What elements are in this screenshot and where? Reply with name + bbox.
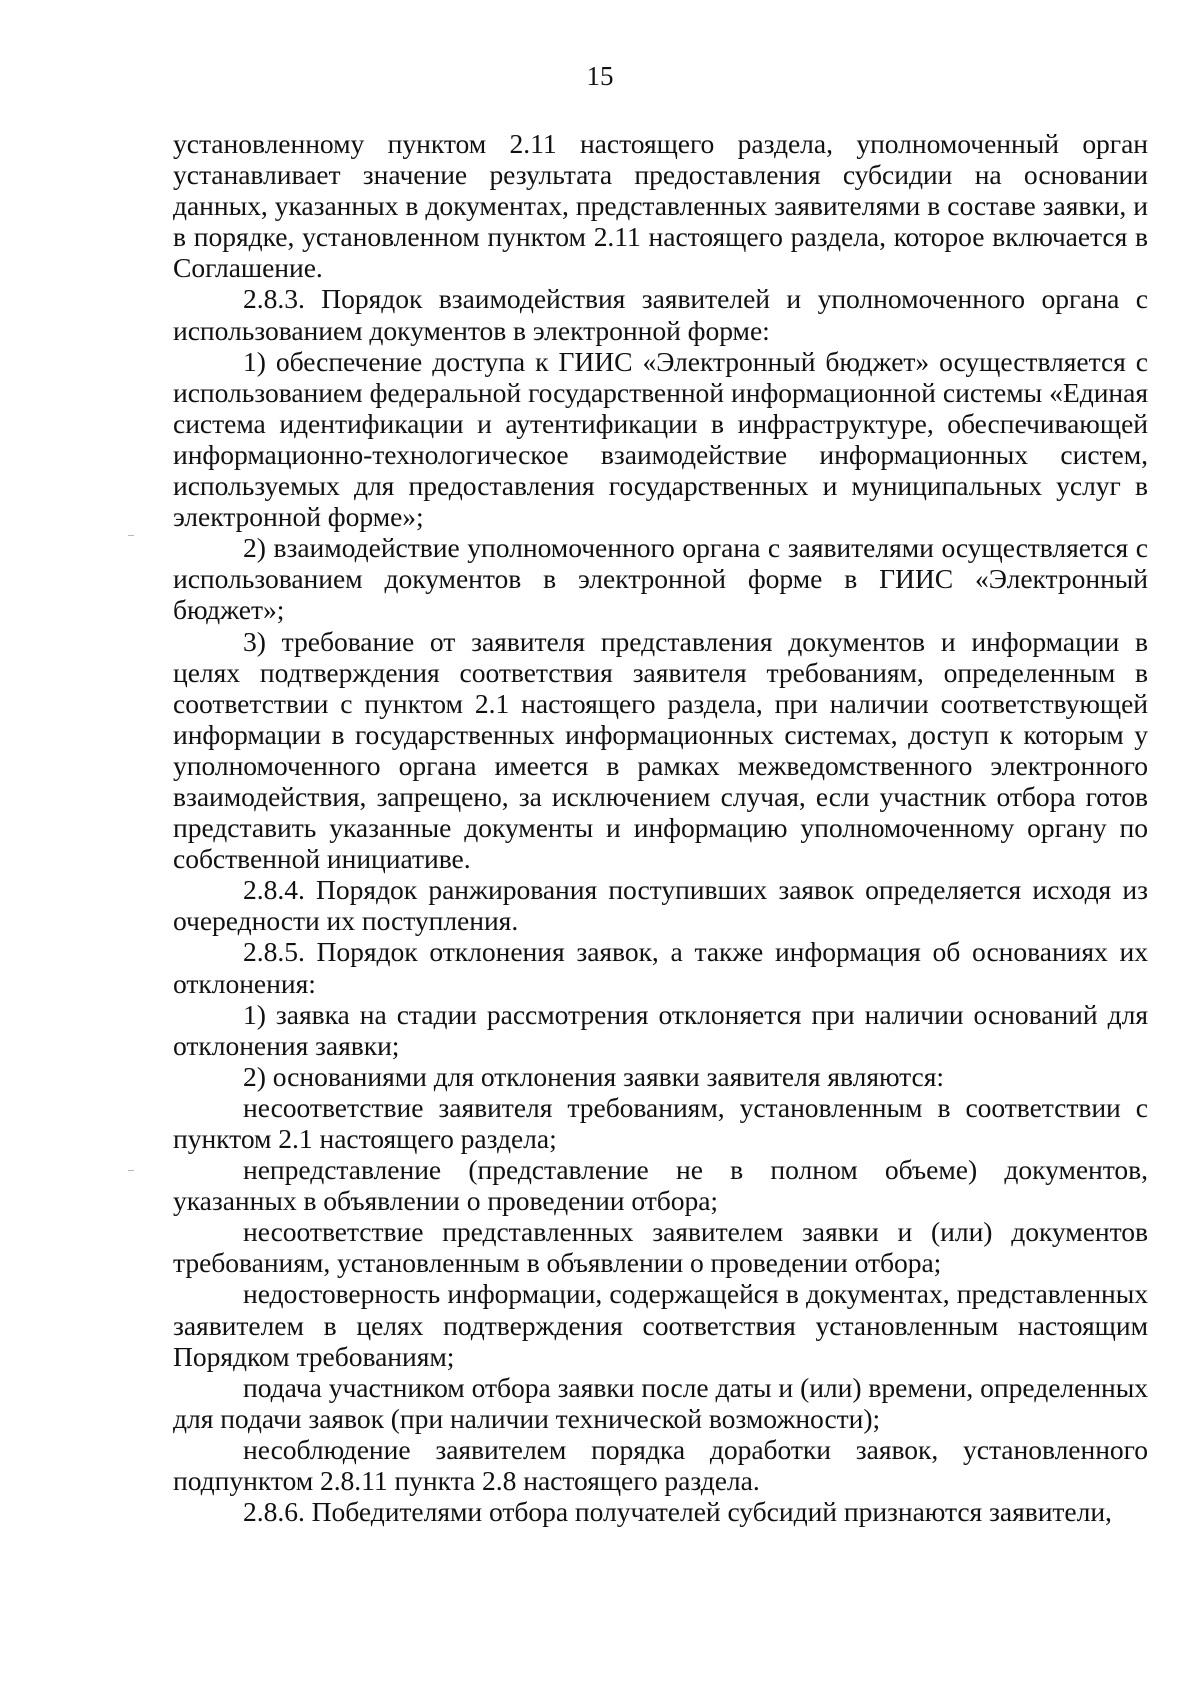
paragraph-2-8-6: 2.8.6. Победителями отбора получателей субсидий признаются заявители, [243,1496,1112,1528]
paragraph-2-8-3-item-2: 2) взаимодействие уполномоченного органа с заявителями осуществляется с использованием документов в электронной форме в ГИИС «Электронный бюджет»; [173,532,1148,626]
rejection-ground-1: несоответствие заявителя требованиям, установленным в соответствии с пунктом 2.1 настоящего раздела; [173,1091,1148,1154]
paragraph-2-8-5-item-1: 1) заявка на стадии рассмотрения отклоняется при наличии оснований для отклонения заявки; [173,998,1148,1061]
page-number: 15 [586,61,614,91]
paragraph-2-8-3-item-1: 1) обеспечение доступа к ГИИС «Электронный бюджет» осуществляется с использованием федеральной государственной информационной системы «Единая система идентификации и аутентификации в инфраструктуре, обеспечивающей информационно-технологическое взаимодействие информационных систем, используемых для предоставления государственных и муниципальных услуг в электронной форме»; [173,345,1148,533]
paragraph-2-8-4: 2.8.4. Порядок ранжирования поступивших заявок определяется исходя из очередности их поступления. [173,874,1148,937]
paragraph-2-8-3-item-3: 3) требование от заявителя представления документов и информации в целях подтверждения соответствия заявителя требованиям, определенным в соответствии с пунктом 2.1 настоящего раздела, при наличии соответствующей информации в государственных информационных системах, доступ к которым у уполномоченного органа имеется в рамках межведомственного электронного взаимодействия, запрещено, за исключением случая, если участник отбора готов представить указанные документы и информацию уполномоченному органу по собственной инициативе. [173,625,1148,875]
document-body [173,128,1148,1527]
rejection-ground-6: несоблюдение заявителем порядка доработки заявок, установленного подпунктом 2.8.11 пункта 2.8 настоящего раздела. [173,1433,1148,1497]
scan-margin-mark [128,535,134,536]
rejection-ground-3: несоответствие представленных заявителем заявки и (или) документов требованиям, установленным в объявлении о проведении отбора; [173,1216,1148,1279]
paragraph-2-8-5: 2.8.5. Порядок отклонения заявок, а также информация об основаниях их отклонения: [173,936,1148,999]
paragraph-2-8-3: 2.8.3. Порядок взаимодействия заявителей и уполномоченного органа с использованием документов в электронной форме: [173,283,1148,346]
rejection-ground-2: непредставление (представление не в полном объеме) документов, указанных в объявлении о проведении отбора; [173,1154,1148,1217]
rejection-ground-4: недостоверность информации, содержащейся в документах, представленных заявителем в целях подтверждения соответствия установленным настоящим Порядком требованиям; [173,1278,1148,1372]
rejection-ground-5: подача участником отбора заявки после даты и (или) времени, определенных для подачи заявок (при наличии технической возможности); [173,1371,1148,1434]
paragraph-continuation: установленному пунктом 2.11 настоящего раздела, уполномоченный орган устанавливает значение результата предоставления субсидии на основании данных, указанных в документах, представленных заявителями в составе заявки, и в порядке, установленном пунктом 2.11 настоящего раздела, которое включается в Соглашение. [173,128,1148,284]
paragraph-2-8-5-item-2: 2) основаниями для отклонения заявки заявителя являются: [243,1060,944,1092]
scan-margin-mark [128,1170,134,1171]
